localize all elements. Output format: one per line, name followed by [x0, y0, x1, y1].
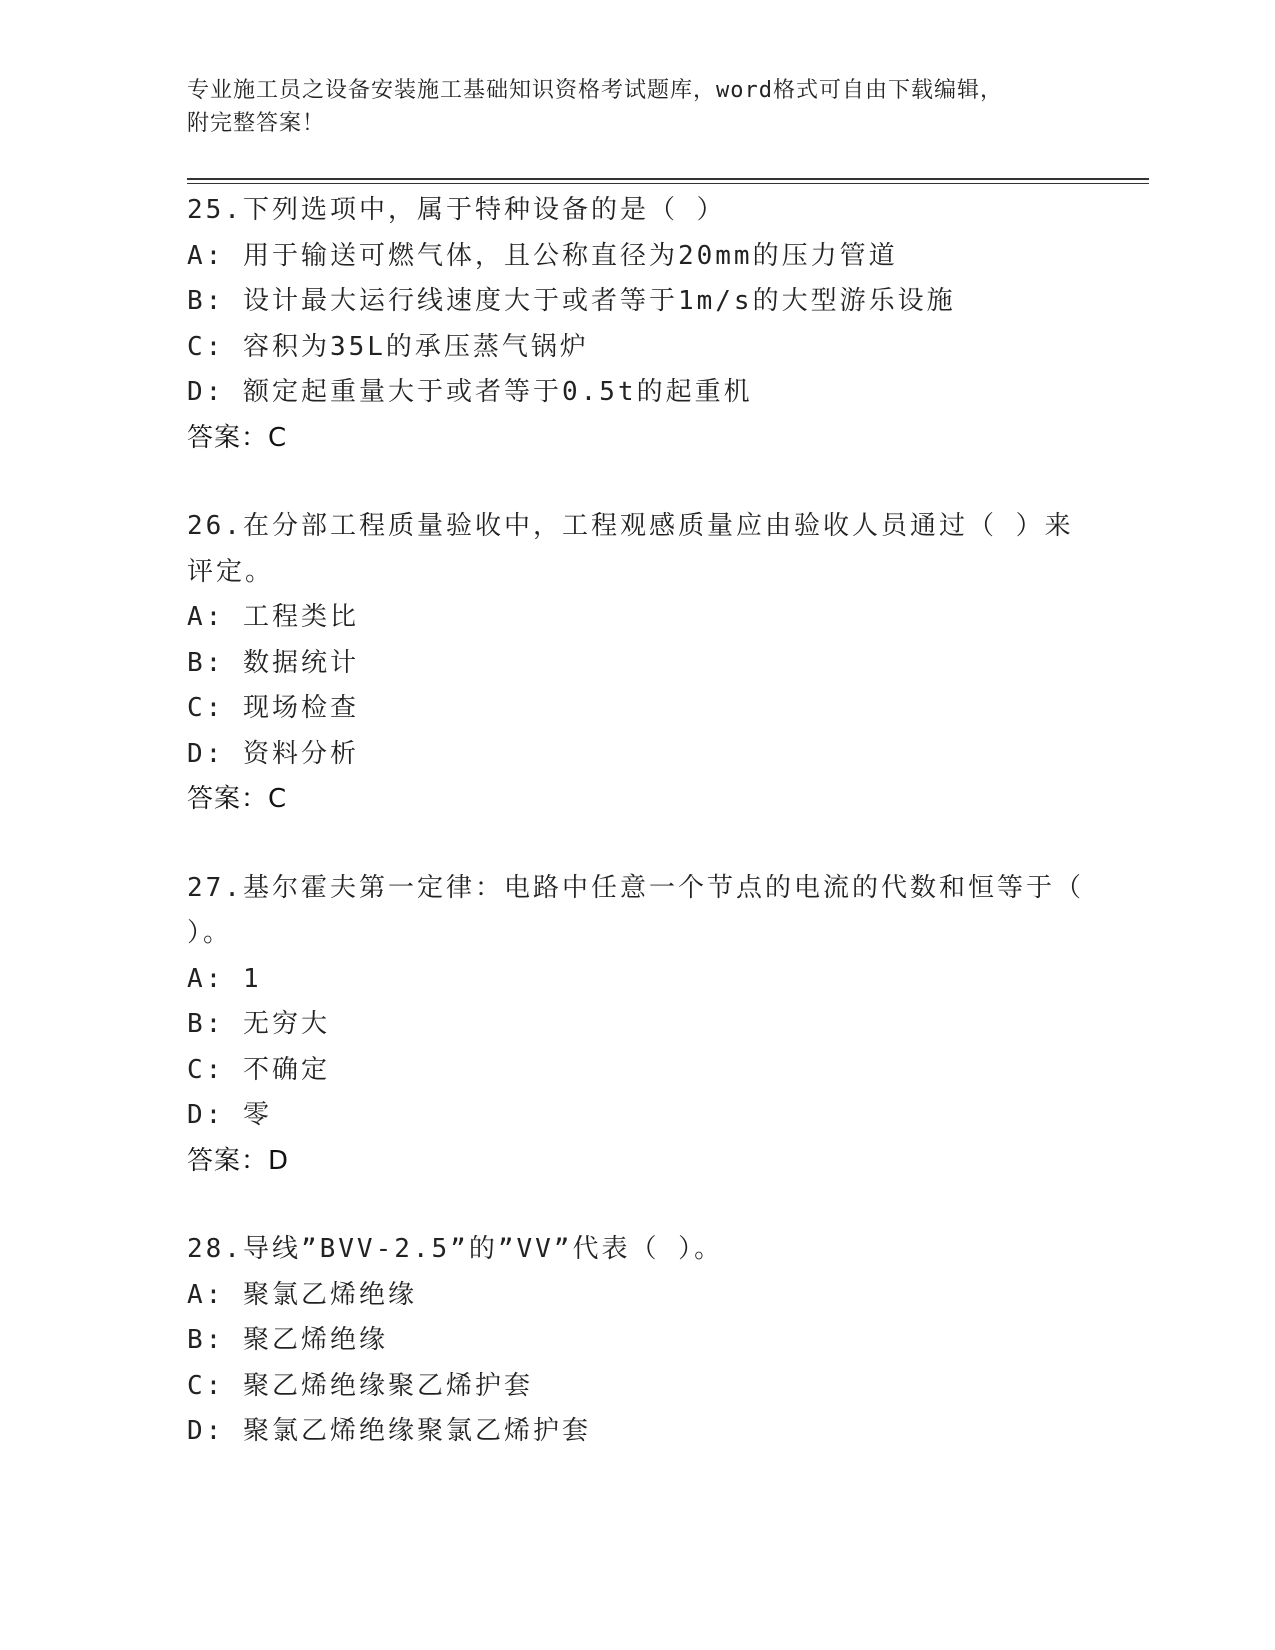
answer-line: 答案：C [187, 422, 288, 453]
question-stem-continuation: 评定。 [187, 556, 275, 587]
option-c: C: 聚乙烯绝缘聚乙烯护套 [187, 1370, 533, 1401]
question-stem: 27.基尔霍夫第一定律：电路中任意一个节点的电流的代数和恒等于（ [187, 872, 1084, 903]
option-b: B: 无穷大 [187, 1009, 330, 1039]
question-27 [187, 866, 1087, 1185]
option-b: B: 数据统计 [187, 647, 359, 678]
header-divider-thin [187, 183, 1149, 184]
option-d: D: 聚氯乙烯绝缘聚氯乙烯护套 [187, 1416, 591, 1446]
option-a: A: 工程类比 [187, 602, 359, 632]
question-spacer [187, 823, 1087, 866]
option-c: C: 容积为35L的承压蒸气锅炉 [187, 331, 589, 362]
option-b: B: 聚乙烯绝缘 [187, 1325, 388, 1355]
answer-line: 答案：D [187, 1145, 290, 1176]
question-stem: 28.导线”BVV-2.5”的”VV”代表（ ）。 [187, 1234, 724, 1264]
header-line-1: 专业施工员之设备安装施工基础知识资格考试题库，word格式可自由下载编辑， [187, 78, 1003, 103]
header-divider-thick [187, 178, 1149, 180]
header-line-2: 附完整答案！ [187, 111, 326, 136]
question-list [187, 188, 1087, 1455]
option-d: D: 零 [187, 1100, 272, 1130]
question-26 [187, 504, 1087, 823]
question-28 [187, 1227, 1087, 1455]
option-a: A: 1 [187, 963, 262, 994]
document-header [187, 74, 1087, 140]
question-stem: 26.在分部工程质量验收中，工程观感质量应由验收人员通过（ ）来 [187, 511, 1074, 541]
option-a: A: 用于输送可燃气体，且公称直径为20mm的压力管道 [187, 240, 898, 271]
option-b: B: 设计最大运行线速度大于或者等于1m/s的大型游乐设施 [187, 286, 956, 316]
option-c: C: 不确定 [187, 1054, 330, 1085]
option-d: D: 资料分析 [187, 738, 359, 769]
question-stem-continuation: ）。 [187, 918, 233, 948]
option-a: A: 聚氯乙烯绝缘 [187, 1279, 417, 1310]
question-spacer [187, 1184, 1087, 1227]
answer-line: 答案：C [187, 784, 288, 814]
option-d: D: 额定起重量大于或者等于0.5t的起重机 [187, 377, 753, 407]
question-spacer [187, 461, 1087, 504]
question-stem: 25.下列选项中，属于特种设备的是（ ） [187, 195, 726, 225]
question-25 [187, 188, 1087, 461]
option-c: C: 现场检查 [187, 693, 359, 723]
